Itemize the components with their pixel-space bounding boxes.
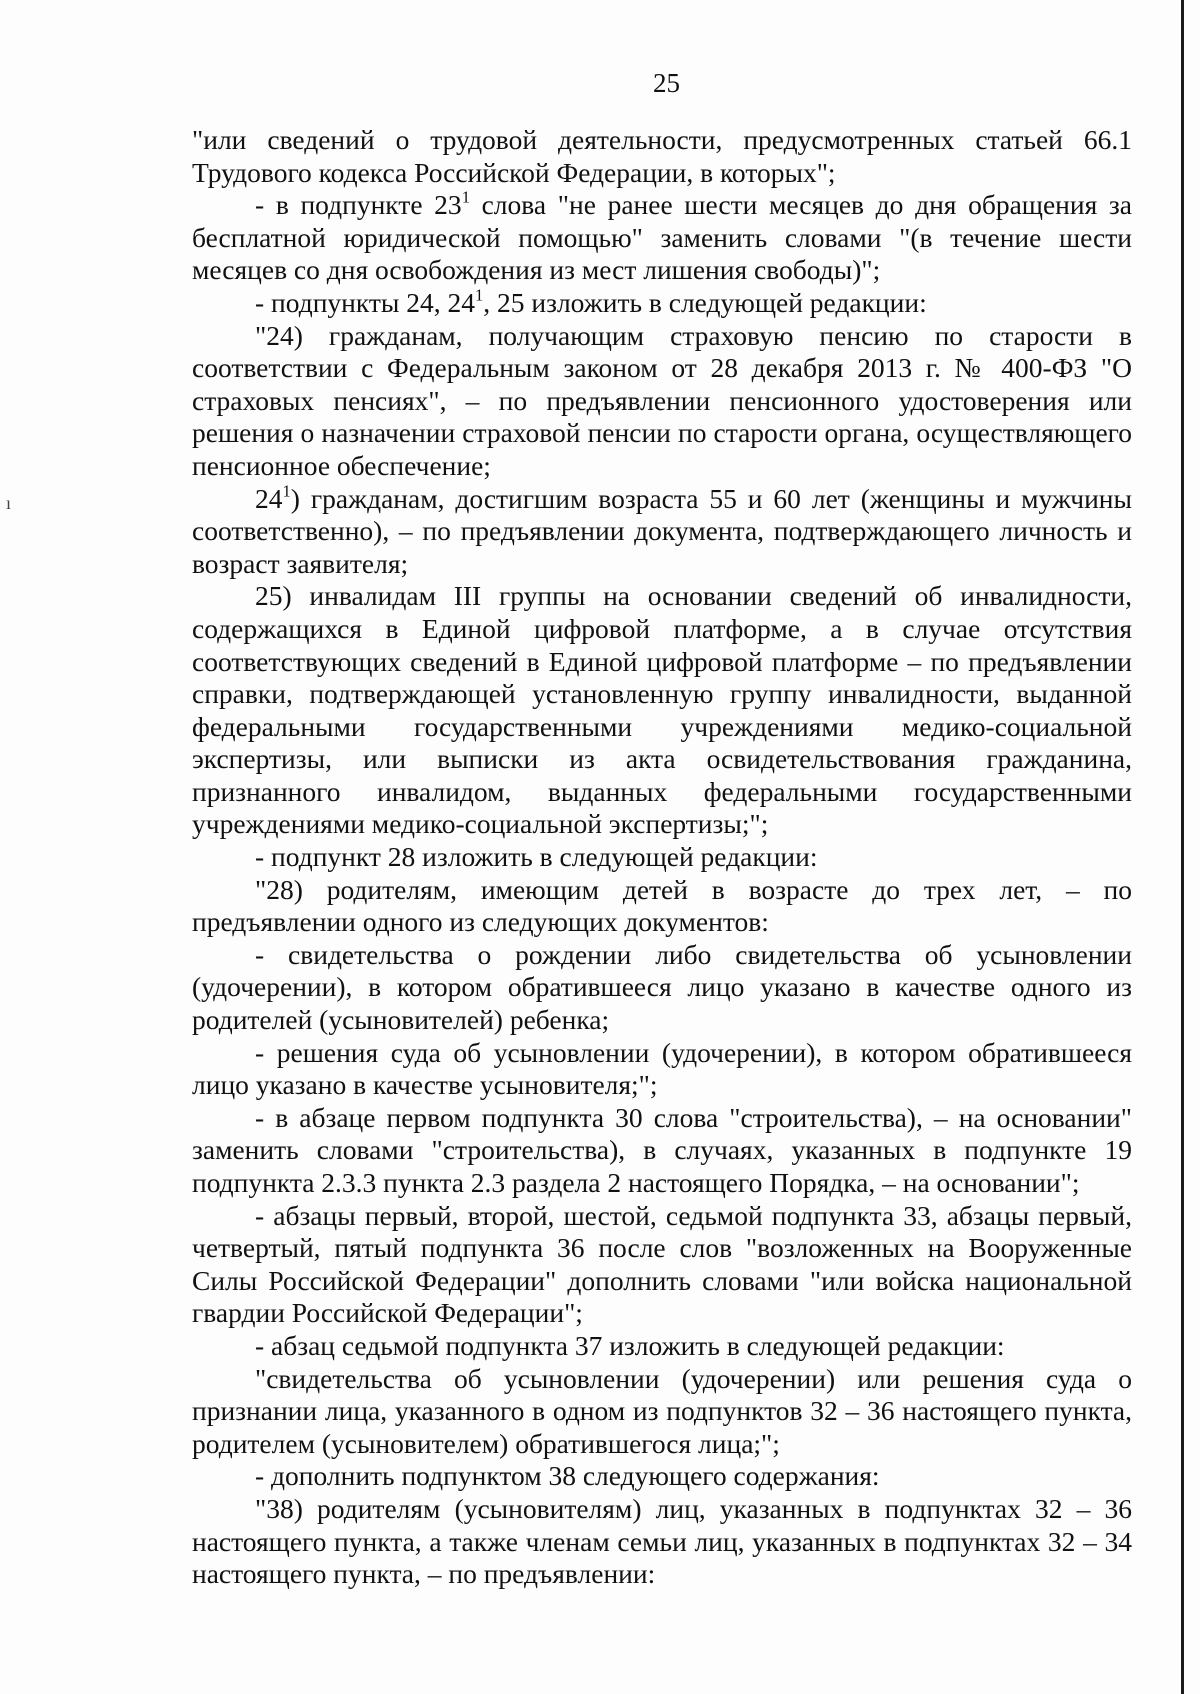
- paragraph: [192, 287, 1132, 320]
- text-run: ) гражданам, достигшим возраста 55 и 60 лет (женщины и мужчины соответственно), – по предъявлении документа, подтверждающего личность и возраст заявителя;: [192, 482, 1132, 579]
- superscript: 1: [282, 480, 291, 500]
- text-run: - решения суда об усыновлении (удочерении), в котором обратившееся лицо указано в качестве усыновителя;";: [192, 1036, 1132, 1101]
- text-run: - в абзаце первом подпункта 30 слова "строительства), – на основании" заменить словами "строительства), в случаях, указанных в подпункте 19 подпункта 2.3.3 пункта 2.3 раздела 2 настоящего Порядка, – на основании";: [192, 1101, 1132, 1198]
- text-run: - абзац седьмой подпункта 37 изложить в следующей редакции:: [255, 1329, 1005, 1361]
- text-run: "38) родителям (усыновителям) лиц, указанных в подпунктах 32 – 36 настоящего пункта, а также членам семьи лиц, указанных в подпунктах 32 – 34 настоящего пункта, – по предъявлении:: [192, 1492, 1132, 1590]
- text-run: "свидетельства об усыновлении (удочерении) или решения суда о признании лица, указанного в одном из подпунктов 32 – 36 настоящего пункта, родителем (усыновителем) обратившегося лица;";: [192, 1362, 1132, 1459]
- paragraph: [192, 189, 1132, 287]
- text-run: - подпункты 24, 24: [255, 286, 475, 318]
- paragraph: [192, 124, 1132, 189]
- paragraph: [192, 1102, 1132, 1200]
- scan-mark: ı: [6, 493, 12, 513]
- paragraph: [192, 874, 1132, 939]
- paragraph: [192, 1493, 1132, 1591]
- paragraph: [192, 939, 1132, 1037]
- document-body: [192, 124, 1132, 1591]
- superscript: 1: [475, 285, 484, 305]
- page-number: 25: [653, 68, 680, 98]
- text-run: слова "не ранее шести месяцев до дня обращения за бесплатной юридической помощью" заменить словами "(в течение шести месяцев со дня освобождения из мест лишения свободы)";: [192, 189, 1132, 286]
- scan-edge-line: [1181, 0, 1184, 1694]
- paragraph: [192, 841, 1132, 874]
- text-run: - свидетельства о рождении либо свидетельства об усыновлении (удочерении), в котором обратившееся лицо указано в качестве одного из родителей (усыновителей) ребенка;: [192, 938, 1132, 1036]
- paragraph: [192, 1037, 1132, 1102]
- text-run: "24) гражданам, получающим страховую пенсию по старости в соответствии с Федеральным законом от 28 декабря 2013 г. № 400-ФЗ "О страховых пенсиях", – по предъявлении пенсионного удостоверения или решения о назначении страховой пенсии по старости органа, осуществляющего пенсионное обеспечение;: [192, 319, 1132, 481]
- text-run: 24: [255, 482, 283, 514]
- paragraph: [192, 580, 1132, 841]
- paragraph: [192, 480, 1132, 581]
- text-run: "или сведений о трудовой деятельности, предусмотренных статьей 66.1 Трудового кодекса Российской Федерации, в которых";: [192, 124, 1132, 188]
- text-run: , 25 изложить в следующей редакции:: [483, 286, 927, 318]
- text-run: - дополнить подпунктом 38 следующего содержания:: [255, 1460, 880, 1492]
- text-run: 25) инвалидам III группы на основании сведений об инвалидности, содержащихся в Единой цифровой платформе, а в случае отсутствия соответствующих сведений в Единой цифровой платформе – по предъявлении справки, подтверждающей установленную группу инвалидности, выданной федеральными государственными учреждениями медико-социальной экспертизы, или выписки из акта освидетельствования гражданина, признанного инвалидом, выданных федеральными государственными учреждениями медико-социальной экспертизы;";: [192, 580, 1132, 840]
- paragraph: [192, 1330, 1132, 1363]
- superscript: 1: [461, 187, 470, 207]
- paragraph: [192, 1363, 1132, 1461]
- paragraph: [192, 1200, 1132, 1330]
- text-run: "28) родителям, имеющим детей в возрасте до трех лет, – по предъявлении одного из следующих документов:: [192, 873, 1132, 938]
- text-run: - подпункт 28 изложить в следующей редакции:: [255, 841, 818, 873]
- paragraph: [192, 1460, 1132, 1493]
- text-run: - в подпункте 23: [255, 189, 462, 221]
- text-run: - абзацы первый, второй, шестой, седьмой подпункта 33, абзацы первый, четвертый, пятый подпункта 36 после слов "возложенных на Вооруженные Силы Российской Федерации" дополнить словами "или войска национальной гвардии Российской Федерации";: [192, 1199, 1132, 1329]
- paragraph: [192, 320, 1132, 483]
